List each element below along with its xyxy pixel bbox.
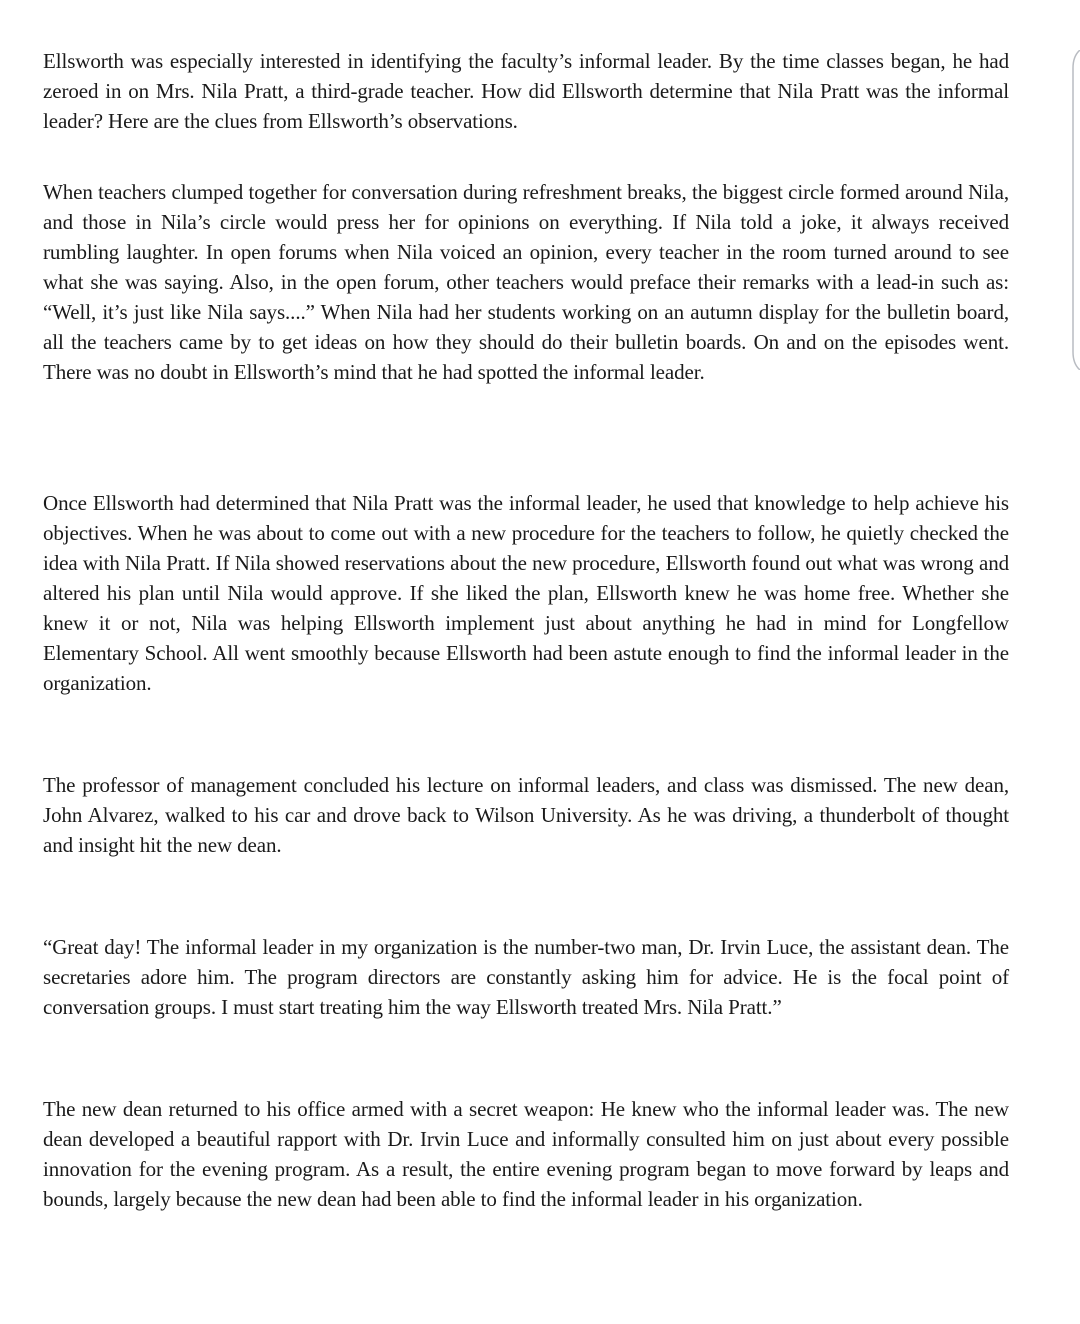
paragraph-3: Once Ellsworth had determined that Nila Pratt was the informal leader, he used that knowledge to help achieve his objectives. When he was about to come out with a new procedure for the teachers to follow, he quietly checked the idea with Nila Pratt. If Nila showed reservations about the new procedure, Ellsworth found out what was wrong and altered his plan until Nila would approve. If she liked the plan, Ellsworth knew he was home free. Whether she knew it or not, Nila was helping Ellsworth implement just about anything he had in mind for Longfellow Elementary School. All went smoothly because Ellsworth had been astute enough to find the informal leader in the organization.	[43, 491, 1009, 695]
paragraph-5: “Great day! The informal leader in my organization is the number-two man, Dr. Irvin Luce, the assistant dean. The secretaries adore him. The program directors are constantly asking him for advice. He is the focal point of conversation groups. I must start treating him the way Ellsworth treated Mrs. Nila Pratt.”	[43, 935, 1009, 1019]
paragraph-2: When teachers clumped together for conversation during refreshment breaks, the biggest circle formed around Nila, and those in Nila’s circle would press her for opinions on everything. If Nila told a joke, it always received rumbling laughter. In open forums when Nila voiced an opinion, every teacher in the room turned around to see what she was saying. Also, in the open forum, other teachers would preface their remarks with a lead-in such as: “Well, it’s just like Nila says....” When Nila had her students working on an autumn display for the bulletin board, all the teachers came by to get ideas on how they should do their bulletin boards. On and on the episodes went. There was no doubt in Ellsworth’s mind that he had spotted the informal leader.	[43, 180, 1009, 384]
paragraph-1: Ellsworth was especially interested in identifying the faculty’s informal leader. By the time classes began, he had zeroed in on Mrs. Nila Pratt, a third-grade teacher. How did Ellsworth determine that Nila Pratt was the informal leader? Here are the clues from Ellsworth’s observations.	[43, 49, 1009, 133]
paragraph-6: The new dean returned to his office armed with a secret weapon: He knew who the informal leader was. The new dean developed a beautiful rapport with Dr. Irvin Luce and informally consulted him on just about every possible innovation for the evening program. As a result, the entire evening program began to move forward by leaps and bounds, largely because the new dean had been able to find the informal leader in his organization.	[43, 1097, 1009, 1211]
paragraph-4: The professor of management concluded his lecture on informal leaders, and class was dismissed. The new dean, John Alvarez, walked to his car and drove back to Wilson University. As he was driving, a thunderbolt of thought and insight hit the new dean.	[43, 773, 1009, 857]
scroll-indicator[interactable]	[1070, 50, 1080, 370]
